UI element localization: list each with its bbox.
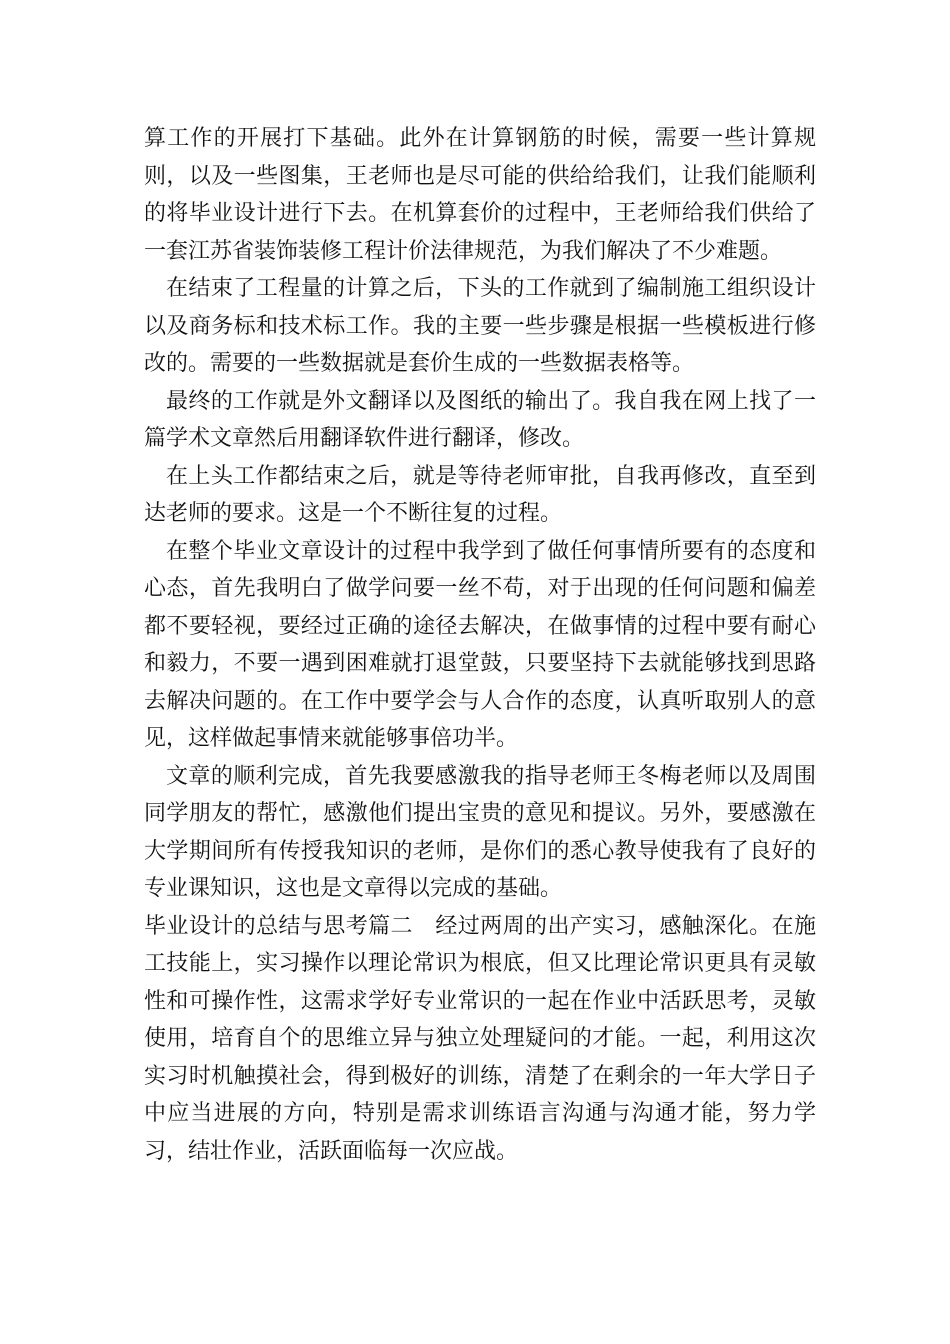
paragraph-part-two: 毕业设计的总结与思考篇二 经过两周的出产实习，感触深化。在施工技能上，实习操作以理论常识为根底，但又比理论常识更具有灵敏性和可操作性，这需求学好专业常识的一起在作业中活跃思考，灵敏使用，培育自个的思维立异与独立处理疑问的才能。一起，利用这次实习时机触摸社会，得到极好的训练，清楚了在剩余的一年大学日子中应当进展的方向，特别是需求训练语言沟通与沟通才能，努力学习，结壮作业，活跃面临每一次应战。 [144, 913, 816, 1164]
paragraph-continuation: 算工作的开展打下基础。此外在计算钢筋的时候，需要一些计算规则，以及一些图集，王老师也是尽可能的供给给我们，让我们能顺利的将毕业设计进行下去。在机算套价的过程中，王老师给我们供给了一套江苏省装饰装修工程计价法律规范，为我们解决了不少难题。 [144, 126, 816, 264]
paragraph-translation: 最终的工作就是外文翻译以及图纸的输出了。我自我在网上找了一篇学术文章然后用翻译软件进行翻译，修改。 [144, 388, 816, 451]
paragraph-reflection: 在整个毕业文章设计的过程中我学到了做任何事情所要有的态度和心态，首先我明白了做学问要一丝不苟，对于出现的任何问题和偏差都不要轻视，要经过正确的途径去解决，在做事情的过程中要有耐心和毅力，不要一遇到困难就打退堂鼓，只要坚持下去就能够找到思路去解决问题的。在工作中要学会与人合作的态度，认真听取别人的意见，这样做起事情来就能够事倍功半。 [144, 538, 816, 751]
paragraph-review: 在上头工作都结束之后，就是等待老师审批，自我再修改，直至到达老师的要求。这是一个不断往复的过程。 [144, 463, 816, 526]
document-body [144, 120, 816, 1170]
paragraph-drafting: 在结束了工程量的计算之后，下头的工作就到了编制施工组织设计以及商务标和技术标工作。我的主要一些步骤是根据一些模板进行修改的。需要的一些数据就是套价生成的一些数据表格等。 [144, 276, 816, 376]
paragraph-acknowledgement: 文章的顺利完成，首先我要感激我的指导老师王冬梅老师以及周围同学朋友的帮忙，感激他们提出宝贵的意见和提议。另外，要感激在大学期间所有传授我知识的老师，是你们的悉心教导使我有了良好的专业课知识，这也是文章得以完成的基础。 [144, 763, 816, 901]
